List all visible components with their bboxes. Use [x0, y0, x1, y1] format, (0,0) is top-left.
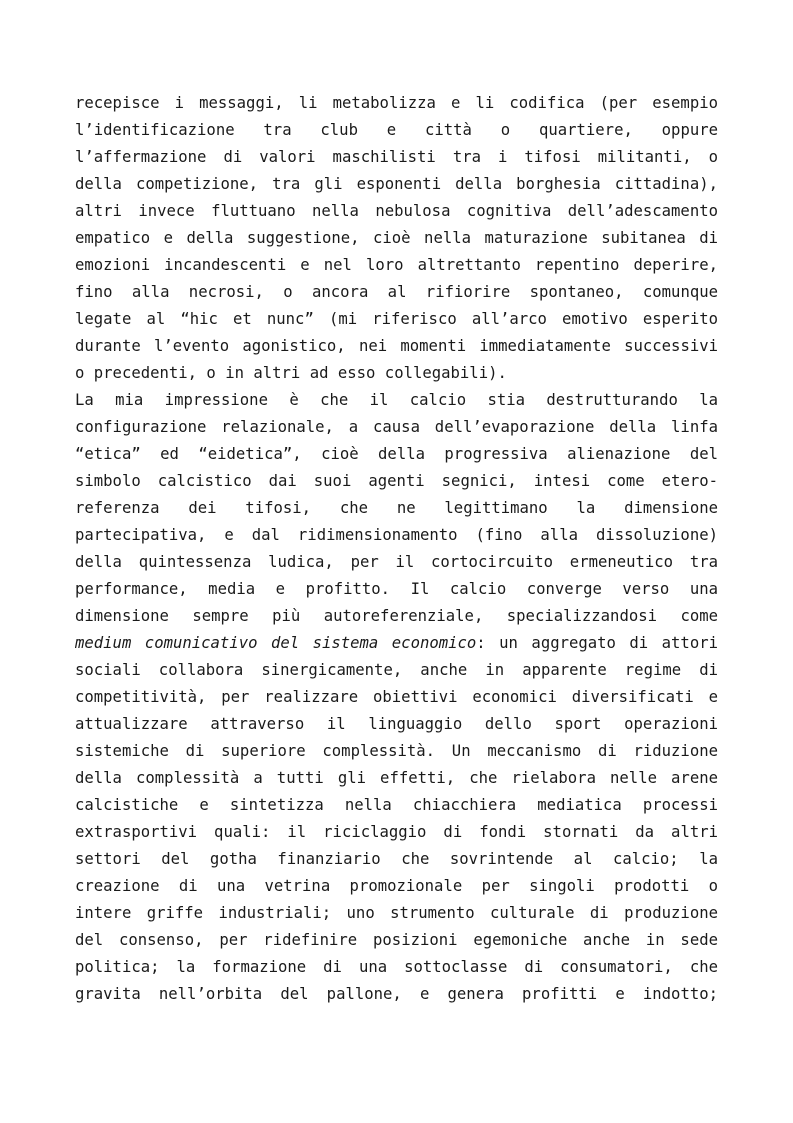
text-line: emozioni incandescenti e nel loro altrettanto repentino deperire, [75, 256, 718, 274]
text-line: performance, media e profitto. Il calcio converge verso una [75, 580, 718, 598]
text-line: o precedenti, o in altri ad esso collegabili). [75, 364, 507, 382]
text-line: legate al “hic et nunc” (mi riferisco all’arco emotivo esperito [75, 310, 718, 328]
text-line: attualizzare attraverso il linguaggio dello sport operazioni [75, 715, 718, 733]
text-line: fino alla necrosi, o ancora al rifiorire spontaneo, comunque [75, 283, 718, 301]
text-line: gravita nell’orbita del pallone, e genera profitti e indotto; [75, 985, 718, 1003]
text-line: sistemiche di superiore complessità. Un meccanismo di riduzione [75, 742, 718, 760]
text-line-mixed [75, 630, 718, 657]
text-line: calcistiche e sintetizza nella chiacchiera mediatica processi [75, 796, 718, 814]
text-line: sociali collabora sinergicamente, anche in apparente regime di [75, 661, 718, 679]
text-line: durante l’evento agonistico, nei momenti immediatamente successivi [75, 337, 718, 355]
italic-phrase: medium comunicativo del sistema economico [75, 634, 477, 652]
text-fragment: : un aggregato di attori [476, 634, 718, 652]
text-line: del consenso, per ridefinire posizioni egemoniche anche in sede [75, 931, 718, 949]
text-line: La mia impressione è che il calcio stia destrutturando la [75, 391, 718, 409]
text-line: settori del gotha finanziario che sovrintende al calcio; la [75, 850, 718, 868]
text-line: altri invece fluttuano nella nebulosa cognitiva dell’adescamento [75, 202, 718, 220]
text-line: empatico e della suggestione, cioè nella maturazione subitanea di [75, 229, 718, 247]
text-line: creazione di una vetrina promozionale per singoli prodotti o [75, 877, 718, 895]
text-line: della quintessenza ludica, per il cortocircuito ermeneutico tra [75, 553, 718, 571]
text-line: l’affermazione di valori maschilisti tra i tifosi militanti, o [75, 148, 718, 166]
text-line: extrasportivi quali: il riciclaggio di fondi stornati da altri [75, 823, 718, 841]
text-line: della complessità a tutti gli effetti, che rielabora nelle arene [75, 769, 718, 787]
text-line: “etica” ed “eidetica”, cioè della progressiva alienazione del [75, 445, 718, 463]
text-line: della competizione, tra gli esponenti della borghesia cittadina), [75, 175, 718, 193]
text-line: recepisce i messaggi, li metabolizza e li codifica (per esempio [75, 94, 718, 112]
text-line: intere griffe industriali; uno strumento culturale di produzione [75, 904, 718, 922]
text-line: dimensione sempre più autoreferenziale, specializzandosi come [75, 607, 718, 625]
body-text [75, 90, 718, 1008]
text-line: politica; la formazione di una sottoclasse di consumatori, che [75, 958, 718, 976]
text-line: partecipativa, e dal ridimensionamento (fino alla dissoluzione) [75, 526, 718, 544]
text-line: simbolo calcistico dai suoi agenti segnici, intesi come etero- [75, 472, 718, 490]
text-line: referenza dei tifosi, che ne legittimano la dimensione [75, 499, 718, 517]
text-line: competitività, per realizzare obiettivi economici diversificati e [75, 688, 718, 706]
text-line: l’identificazione tra club e città o quartiere, oppure [75, 121, 718, 139]
text-line: configurazione relazionale, a causa dell’evaporazione della linfa [75, 418, 718, 436]
